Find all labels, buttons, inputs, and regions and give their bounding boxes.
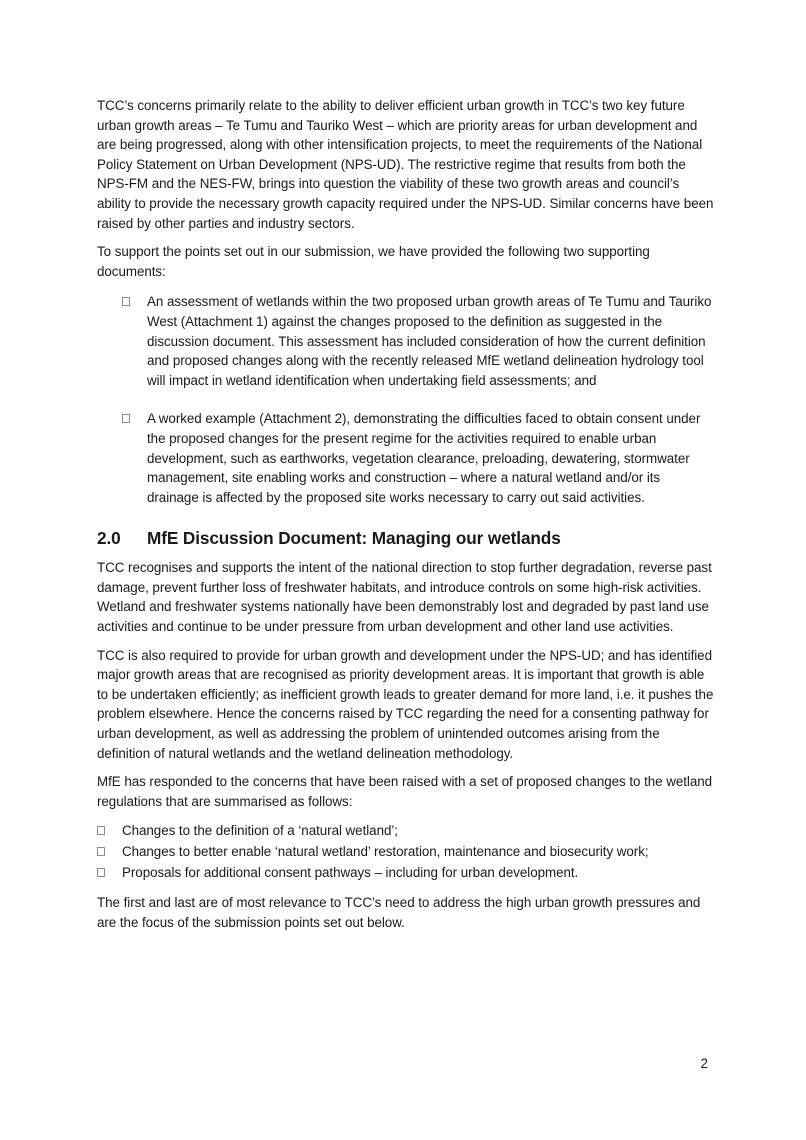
page-number: 2 bbox=[700, 1056, 708, 1071]
section-number: 2.0 bbox=[97, 528, 121, 549]
intro-paragraph-concerns: TCC’s concerns primarily relate to the ability to deliver efficient urban growth in TCC’s two key future urban growth areas – Te Tumu and Tauriko West – which are priority areas for urban development and are being progressed, along with other intensification projects, to meet the requirements of the National Policy Statement on Urban Development (NPS-UD). The restrictive regime that results from both the NPS-FM and the NES-FW, brings into question the viability of these two growth areas and council’s ability to provide the necessary growth capacity required under the NPS-UD. Similar concerns have been raised by other parties and industry sectors. bbox=[97, 98, 714, 231]
section-paragraph-response: MfE has responded to the concerns that have been raised with a set of proposed changes to the wetland regulations that are summarised as follows: bbox=[97, 774, 713, 809]
page-content bbox=[97, 96, 715, 941]
list-item-text: A worked example (Attachment 2), demonstrating the difficulties faced to obtain consent under the proposed changes for the present regime for the activities required to enable urban development, such as earthworks, vegetation clearance, preloading, dewatering, stormwater management, site enabling works and construction – where a natural wetland and/or its drainage is affected by the proposed site works necessary to carry out said activities. bbox=[147, 411, 701, 505]
list-item-text: An assessment of wetlands within the two proposed urban growth areas of Te Tumu and Tauriko West (Attachment 1) against the changes proposed to the definition as suggested in the discussion document. This assessment has included consideration of how the current definition and proposed changes along with the recently released MfE wetland delineation hydrology tool will impact in wetland identification when undertaking field assessments; and bbox=[147, 294, 712, 388]
list-item bbox=[97, 863, 715, 883]
supporting-documents-list bbox=[122, 292, 715, 507]
list-item-text: Changes to better enable ‘natural wetland’ restoration, maintenance and biosecurity work; bbox=[122, 844, 649, 859]
closing-paragraph: The first and last are of most relevance to TCC’s need to address the high urban growth pressures and are the focus of the submission points set out below. bbox=[97, 895, 701, 930]
section-heading bbox=[97, 527, 715, 549]
checkbox-bullet-icon bbox=[122, 414, 130, 423]
checkbox-bullet-icon bbox=[97, 868, 105, 877]
list-item bbox=[97, 821, 715, 841]
list-item bbox=[97, 842, 715, 862]
list-item-text: Changes to the definition of a ‘natural wetland’; bbox=[122, 823, 398, 839]
list-item bbox=[122, 292, 715, 390]
list-item bbox=[122, 409, 715, 507]
checkbox-bullet-icon bbox=[97, 826, 105, 835]
section-paragraph-intent: TCC recognises and supports the intent of the national direction to stop further degradation, reverse past damage, prevent further loss of freshwater habitats, and introduce controls on some high-risk activities. Wetland and freshwater systems nationally have been demonstrably lost and degraded by past land use activities and continue to be under pressure from urban development and other land use activities. bbox=[97, 560, 712, 635]
proposed-changes-list bbox=[97, 821, 715, 882]
intro-paragraph-supporting-documents: To support the points set out in our submission, we have provided the following two supporting documents: bbox=[97, 244, 650, 279]
section-title: MfE Discussion Document: Managing our wetlands bbox=[147, 528, 561, 549]
list-item-text: Proposals for additional consent pathways – including for urban development. bbox=[122, 864, 579, 880]
checkbox-bullet-icon bbox=[122, 297, 130, 306]
section-paragraph-growth: TCC is also required to provide for urban growth and development under the NPS-UD; and has identified major growth areas that are recognised as priority development areas. It is important that growth is able to be undertaken efficiently; as inefficient growth leads to greater demand for more land, i.e. it pushes the problem elsewhere. Hence the concerns raised by TCC regarding the need for a consenting pathway for urban development, as well as addressing the problem of unintended outcomes arising from the definition of natural wetlands and the wetland delineation methodology. bbox=[97, 647, 714, 761]
checkbox-bullet-icon bbox=[97, 847, 105, 856]
